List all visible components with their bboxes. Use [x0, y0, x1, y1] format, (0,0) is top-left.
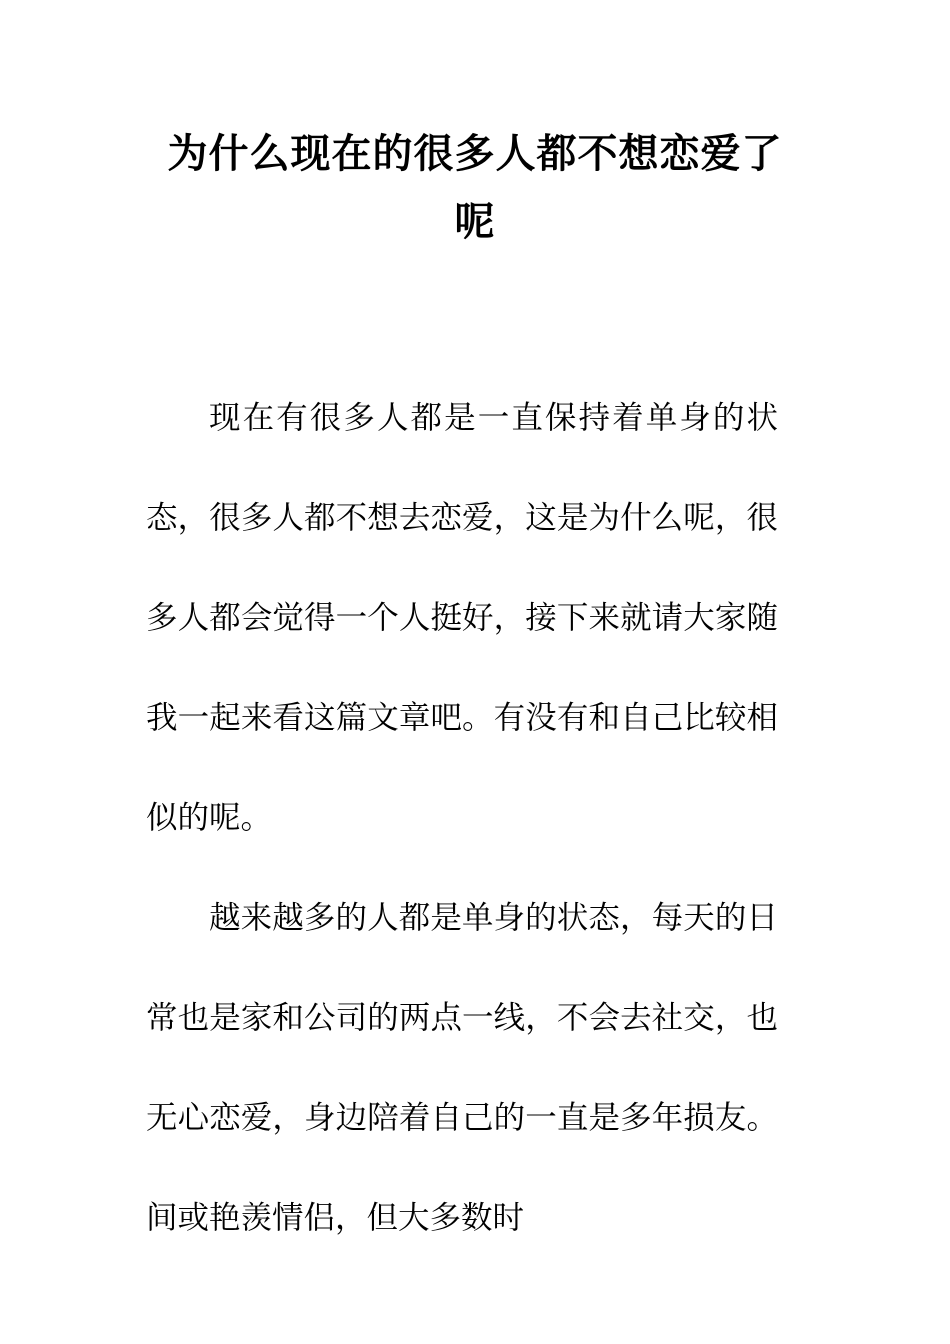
- paragraph: 现在有很多人都是一直保持着单身的状态，很多人都不想去恋爱，这是为什么呢，很多人都会觉得一个人挺好，接下来就请大家随我一起来看这篇文章吧。有没有和自己比较相似的呢。: [146, 400, 778, 836]
- document-body: [146, 368, 778, 1268]
- paragraph: 越来越多的人都是单身的状态，每天的日常也是家和公司的两点一线，不会去社交，也无心恋爱，身边陪着自己的一直是多年损友。间或艳羡情侣，但大多数时: [146, 900, 778, 1236]
- document-title: 为什么现在的很多人都不想恋爱了呢: [167, 131, 783, 245]
